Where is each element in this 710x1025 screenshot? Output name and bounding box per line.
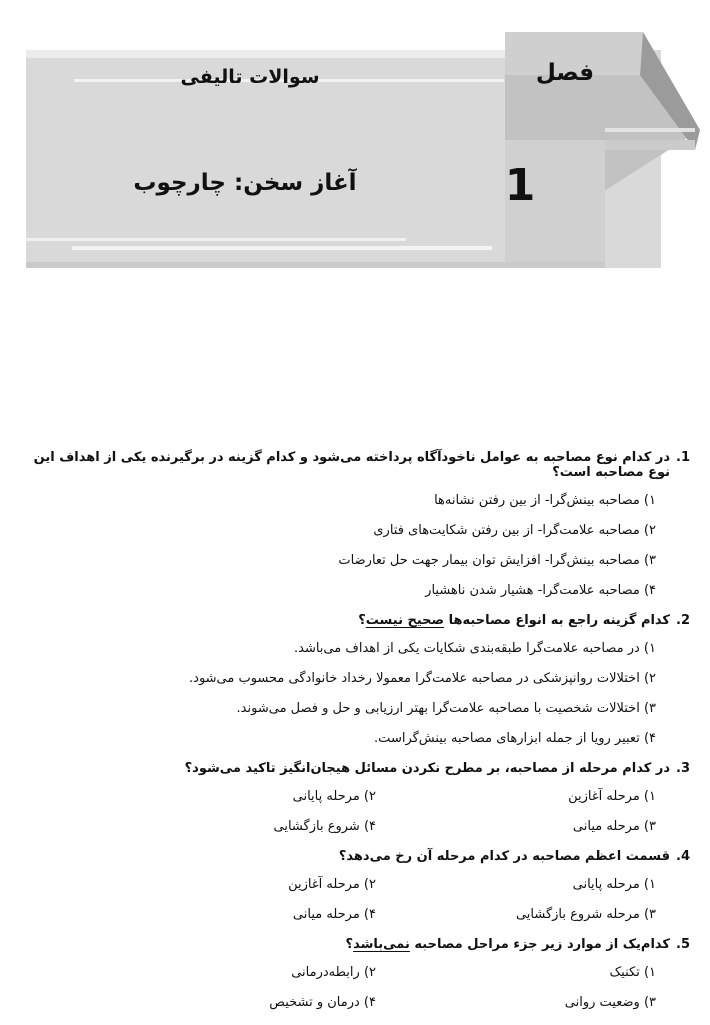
option-4[interactable]: ۴) درمان و تشخیص [269,995,376,1010]
question-text: در کدام مرحله از مصاحبه، بر مطرح نکردن مسائل هیجان‌انگیز تاکید می‌شود؟ [184,761,670,776]
question-stem [20,937,700,952]
question-text: قسمت اعظم مصاحبه در کدام مرحله آن رخ می‌دهد؟ [338,849,670,864]
options-grid [20,965,700,1010]
option-4[interactable]: ۴) تعبیر رویا از جمله ابزارهای مصاحبه بینش‌گراست. [374,731,656,746]
option-1[interactable]: ۱) مصاحبه بینش‌گرا- از بین رفتن نشانه‌ها [434,493,656,508]
option-2[interactable]: ۲) اختلالات روانپزشکی در مصاحبه علامت‌گرا معمولا رخداد خانوادگی محسوب می‌شود. [189,671,656,686]
question-5 [20,937,700,1010]
question-text-end: ؟ [345,937,354,952]
question-emphasis: صحیح نیست [365,613,445,628]
question-stem [20,450,700,480]
question-stem [20,849,700,864]
question-2 [20,613,700,746]
options-list [20,493,700,598]
question-3 [20,761,700,834]
question-text [20,613,670,628]
question-emphasis: نمی‌باشد [353,937,410,952]
option-1[interactable]: ۱) در مصاحبه علامت‌گرا طبقه‌بندی شکایات یکی از اهداف می‌باشد. [294,641,656,656]
option-2[interactable]: ۲) مرحله آغازین [288,877,376,892]
options-list [20,641,700,746]
question-number: 3. [676,761,690,776]
question-4 [20,849,700,922]
question-text-part: کدام‌یک از موارد زیر جزء مراحل مصاحبه [409,937,670,952]
question-stem [20,613,700,628]
option-2[interactable]: ۲) مصاحبه علامت‌گرا- از بین رفتن شکایت‌های فتاری [373,523,656,538]
option-2[interactable]: ۲) رابطه‌درمانی [291,965,376,980]
options-grid [20,877,700,922]
option-3[interactable]: ۳) مرحله شروع بازگشایی [515,907,656,922]
option-3[interactable]: ۳) وضعیت روانی [564,995,656,1010]
question-stem [20,761,700,776]
question-1 [20,450,700,598]
question-number: 5. [676,937,690,952]
option-3[interactable]: ۳) مرحله میانی [572,819,656,834]
option-3[interactable]: ۳) مصاحبه بینش‌گرا- افزایش توان بیمار جهت حل تعارضات [338,553,656,568]
question-number: 4. [676,849,690,864]
chapter-title: آغاز سخن: چارچوب [133,170,357,196]
option-3[interactable]: ۳) اختلالات شخصیت با مصاحبه علامت‌گرا بهتر ارزیابی و حل و فصل می‌شوند. [236,701,656,716]
question-number: 2. [676,613,690,628]
option-4[interactable]: ۴) مرحله میانی [292,907,376,922]
option-1[interactable]: ۱) مرحله آغازین [568,789,656,804]
question-text-part: کدام گزینه راجع به انواع مصاحبه‌ها [444,613,670,628]
option-4[interactable]: ۴) شروع بازگشایی [273,819,376,834]
banner-background [0,0,710,290]
option-2[interactable]: ۲) مرحله پایانی [292,789,376,804]
question-text: در کدام نوع مصاحبه به عوامل ناخودآگاه پرداخته می‌شود و کدام گزینه در برگیرنده یکی از اهداف این نوع مصاحبه است؟ [33,450,670,480]
option-1[interactable]: ۱) تکنیک [609,965,656,980]
options-grid [20,789,700,834]
option-1[interactable]: ۱) مرحله پایانی [572,877,656,892]
question-text-end: ؟ [358,613,366,628]
chapter-banner [0,0,710,290]
chapter-number: 1 [504,160,536,211]
question-number: 1. [676,450,690,465]
chapter-label: فصل [535,60,595,86]
question-list [20,450,700,1025]
option-4[interactable]: ۴) مصاحبه علامت‌گرا- هشیار شدن ناهشیار [425,583,656,598]
question-text [20,937,670,952]
book-title: سوالات تالیفی [180,66,320,88]
